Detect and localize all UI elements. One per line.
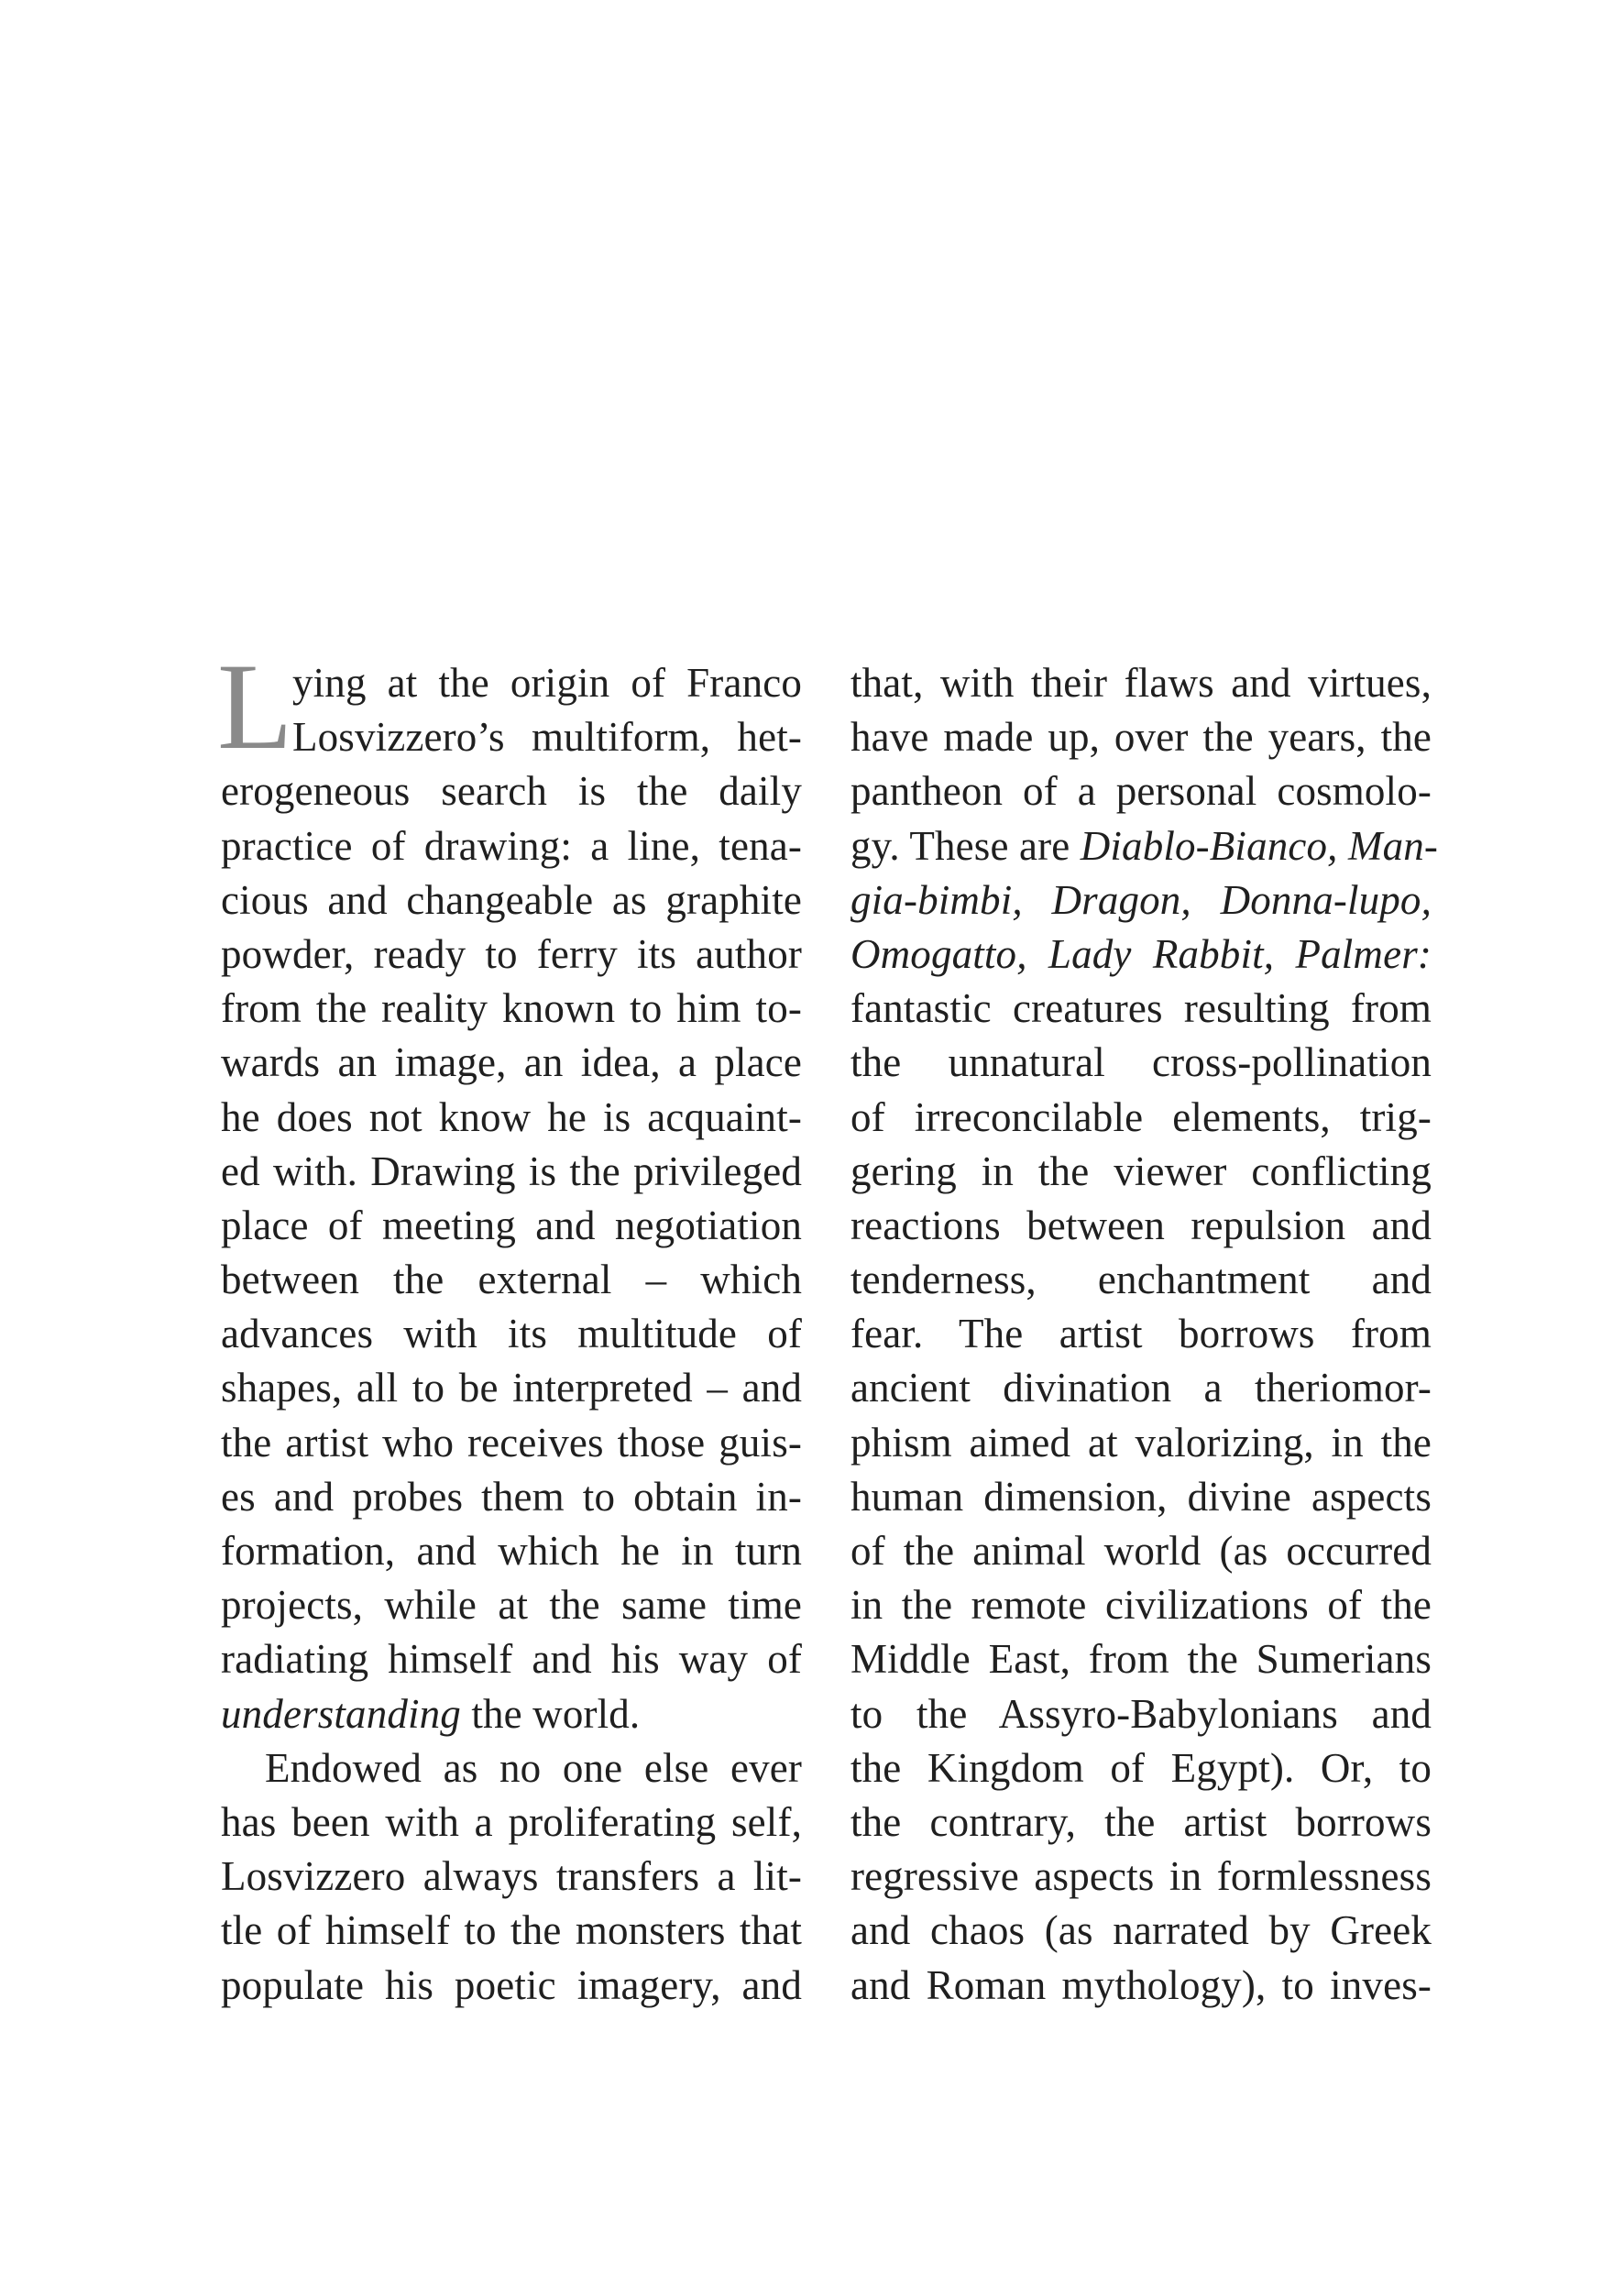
left-column bbox=[217, 639, 802, 2013]
text-line: tenderness, enchantment and bbox=[850, 1257, 1432, 1303]
text-line: of the animal world (as occurred bbox=[850, 1528, 1432, 1574]
text-line: advances with its multitude of bbox=[221, 1311, 802, 1357]
text-line: shapes, all to be interpreted – and bbox=[221, 1365, 802, 1411]
text-line: fantastic creatures resulting from bbox=[850, 985, 1432, 1032]
text-line: ed with. Drawing is the privileged bbox=[221, 1147, 802, 1194]
text-line: between the external – which bbox=[221, 1257, 802, 1303]
text-line: practice of drawing: a line, tena- bbox=[221, 822, 802, 869]
text-line: the artist who receives those guis- bbox=[221, 1419, 802, 1466]
text-line: reactions between repulsion and bbox=[850, 1202, 1432, 1248]
text-line: fear. The artist borrows from bbox=[850, 1311, 1432, 1357]
text-line: from the reality known to him to- bbox=[221, 985, 802, 1032]
text-line: regressive aspects in formlessness bbox=[850, 1853, 1432, 1900]
text-line: radiating himself and his way of bbox=[221, 1636, 802, 1683]
paragraph-start-line: Endowed as no one else ever bbox=[265, 1744, 802, 1791]
text-line: the contrary, the artist borrows bbox=[850, 1798, 1432, 1845]
text-line: cious and changeable as graphite bbox=[221, 876, 802, 923]
text-line: human dimension, divine aspects bbox=[850, 1473, 1432, 1520]
text-line: ying at the origin of Franco bbox=[292, 660, 802, 706]
text-line: wards an image, an idea, a place bbox=[221, 1039, 802, 1086]
text-fragment: gy. These are bbox=[850, 822, 1081, 869]
text-line bbox=[850, 819, 1439, 873]
text-line: of irreconcilable elements, trig- bbox=[850, 1093, 1432, 1140]
text-line: projects, while at the same time bbox=[221, 1582, 802, 1629]
text-line: the unnatural cross-pollination bbox=[850, 1039, 1432, 1086]
text-line: and chaos (as narrated by Greek bbox=[850, 1907, 1432, 1954]
italic-line: gia-bimbi, Dragon, Donna-lupo, bbox=[850, 876, 1432, 923]
italic-term: Diablo-Bianco, Man- bbox=[1080, 822, 1439, 869]
text-line: phism aimed at valorizing, in the bbox=[850, 1419, 1432, 1466]
text-line: gering in the viewer conflicting bbox=[850, 1147, 1432, 1194]
text-line: pantheon of a personal cosmolo- bbox=[850, 768, 1432, 815]
italic-term: understanding bbox=[221, 1690, 461, 1737]
text-line: populate his poetic imagery, and bbox=[221, 1961, 802, 2008]
text-fragment: the world. bbox=[460, 1690, 641, 1737]
text-line: Middle East, from the Sumerians bbox=[850, 1636, 1432, 1683]
text-line: Losvizzero always transfers a lit- bbox=[221, 1853, 802, 1900]
text-line: in the remote civilizations of the bbox=[850, 1582, 1432, 1629]
right-column bbox=[850, 656, 1439, 2013]
text-line: to the Assyro-Babylonians and bbox=[850, 1690, 1432, 1737]
text-line: powder, ready to ferry its author bbox=[221, 930, 802, 977]
text-line: place of meeting and negotiation bbox=[221, 1202, 802, 1248]
text-line: formation, and which he in turn bbox=[221, 1528, 802, 1574]
text-line: Losvizzero’s multiform, het- bbox=[292, 714, 802, 761]
text-line: es and probes them to obtain in- bbox=[221, 1473, 802, 1520]
text-line: he does not know he is acquaint- bbox=[221, 1093, 802, 1140]
text-line: tle of himself to the monsters that bbox=[221, 1907, 802, 1954]
text-line: that, with their flaws and virtues, bbox=[850, 660, 1432, 706]
text-line: ancient divination a theriomor- bbox=[850, 1365, 1432, 1411]
text-line: and Roman mythology), to inves- bbox=[850, 1961, 1432, 2008]
text-line bbox=[221, 1687, 802, 1741]
text-line: erogeneous search is the daily bbox=[221, 768, 802, 815]
text-line: has been with a proliferating self, bbox=[221, 1798, 802, 1845]
italic-line: Omogatto, Lady Rabbit, Palmer: bbox=[850, 930, 1432, 977]
text-line: the Kingdom of Egypt). Or, to bbox=[850, 1744, 1432, 1791]
drop-cap: L bbox=[217, 639, 293, 775]
text-line: have made up, over the years, the bbox=[850, 714, 1432, 761]
